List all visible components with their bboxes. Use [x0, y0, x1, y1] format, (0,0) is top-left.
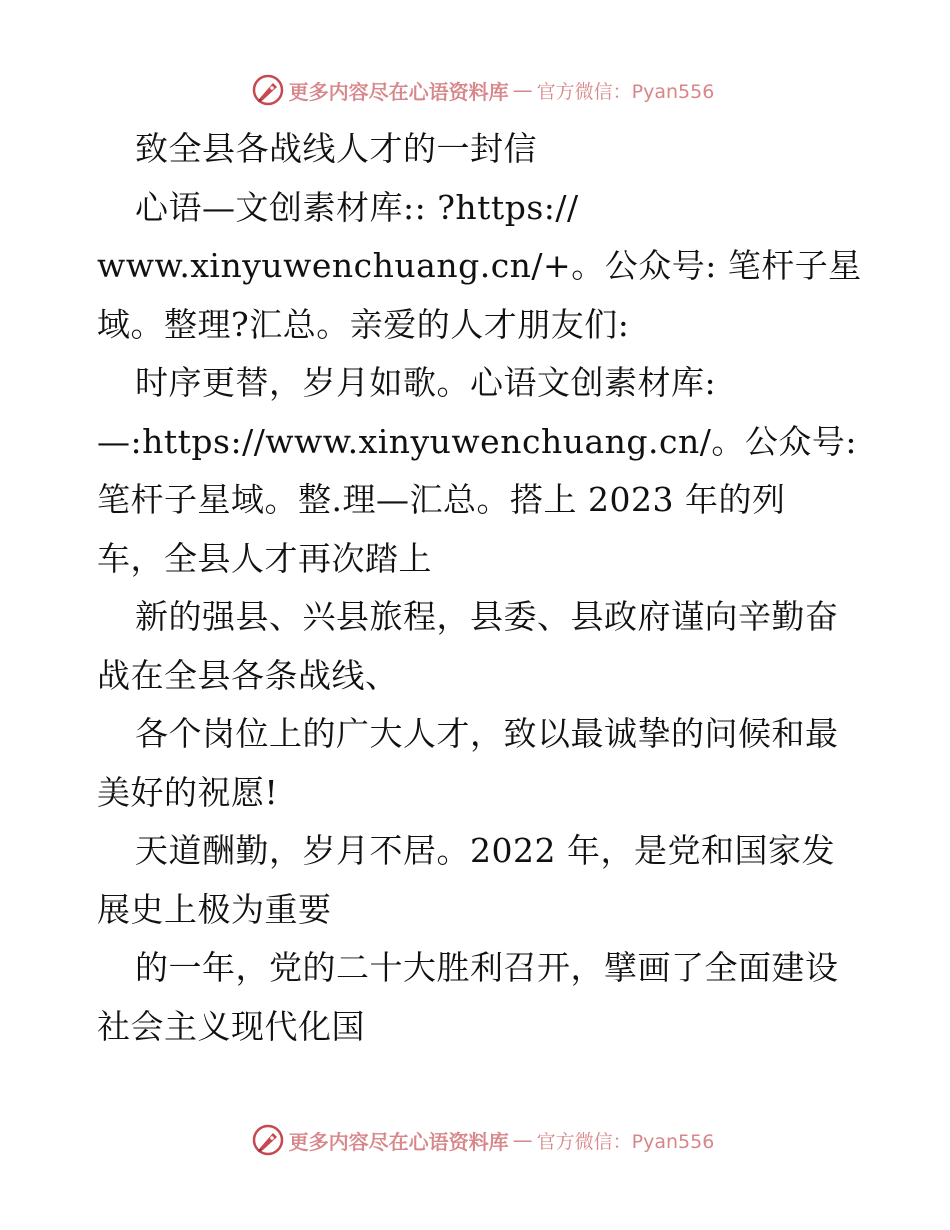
header-wechat-text: 官方微信：Pyan556 — [536, 80, 715, 103]
letter-title: 致全县各战线人才的一封信 — [135, 129, 537, 168]
pen-nib-icon — [251, 73, 285, 107]
header-brand-text: 更多内容尽在心语资料库 — [288, 79, 509, 104]
text-line: 展史上极为重要 — [97, 889, 332, 929]
header-watermark — [0, 70, 950, 110]
text-line: www.xinyuwenchuang.cn/+。公众号: 笔杆子星 — [97, 246, 862, 285]
text-line: 车，全县人才再次踏上 — [97, 538, 432, 578]
text-line: 时序更替，岁月如歌。心语文创素材库: — [135, 363, 717, 402]
text-line: 笔杆子星域。整.理—汇总。搭上 2023 年的列 — [97, 480, 786, 519]
text-line: 天道酬勤，岁月不居。2022 年，是党和国家发 — [135, 831, 835, 870]
text-line: 的一年，党的二十大胜利召开，擘画了全面建设 — [135, 948, 839, 987]
text-line: 域。整理?汇总。亲爱的人才朋友们: — [97, 304, 630, 344]
text-line: 社会主义现代化国 — [97, 1006, 365, 1046]
text-line: 战在全县各条战线、 — [97, 655, 399, 695]
footer-brand-text: 更多内容尽在心语资料库 — [288, 1129, 509, 1154]
text-line: —:https://www.xinyuwenchuang.cn/。公众号: — [97, 421, 857, 461]
header-brand — [251, 73, 715, 107]
text-line: 各个岗位上的广大人才，致以最诚挚的问候和最 — [135, 714, 839, 753]
footer-watermark — [0, 1120, 950, 1160]
footer-brand — [251, 1123, 715, 1157]
footer-brand-dash: — — [512, 1128, 533, 1152]
letter-body — [97, 120, 862, 1056]
text-line: 心语—文创素材库:: ?https:// — [135, 187, 579, 227]
header-brand-dash: — — [512, 78, 533, 102]
pen-nib-icon — [251, 1123, 285, 1157]
text-line: 新的强县、兴县旅程，县委、县政府谨向辛勤奋 — [135, 597, 839, 636]
footer-wechat-text: 官方微信：Pyan556 — [536, 1130, 715, 1153]
text-line: 美好的祝愿! — [97, 772, 279, 812]
